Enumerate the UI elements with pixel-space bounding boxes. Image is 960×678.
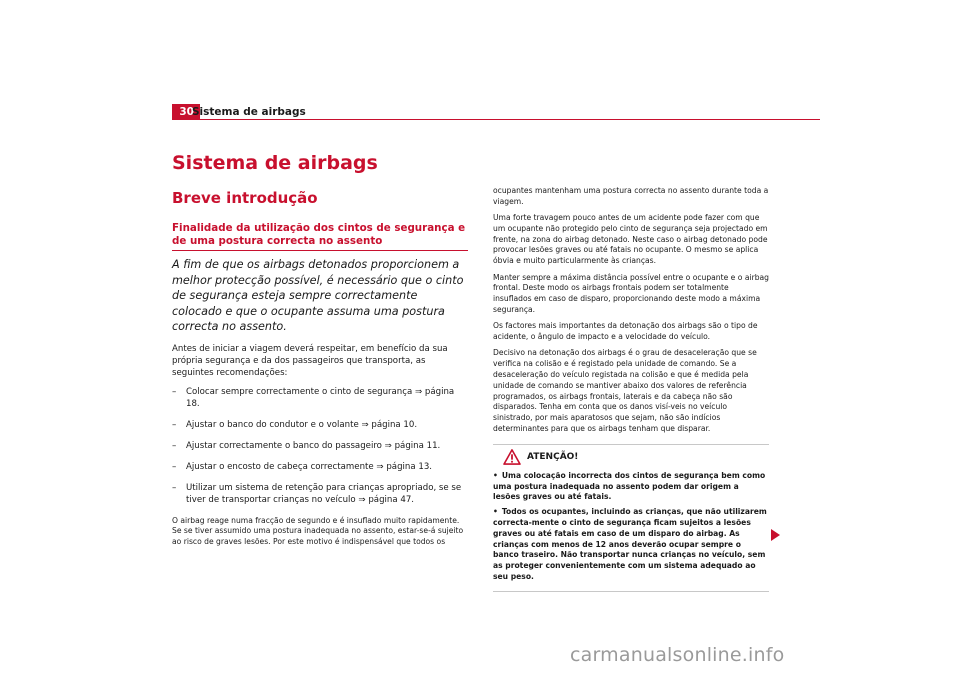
section-title: Breve introdução (172, 189, 318, 207)
header-rule (172, 119, 820, 120)
list-item-text: Utilizar um sistema de retenção para crianças apropriado, se se tiver de transportar crianças no veículo ⇒ página 47. (186, 482, 462, 505)
warning-item-text: Uma colocação incorrecta dos cintos de segurança bem como uma postura inadequada no assento podem dar origem a lesões graves ou até fatais. (493, 470, 766, 502)
left-column (172, 222, 468, 548)
list-item (172, 419, 468, 431)
body-paragraph: Os factores mais importantes da detonação dos airbags são o tipo de acidente, o ângulo de impacto e a velocidade do veículo. (493, 321, 758, 342)
list-item-text: Colocar sempre correctamente o cinto de segurança ⇒ página 18. (186, 386, 455, 409)
list-item (172, 461, 468, 473)
body-paragraph: Manter sempre a máxima distância possível entre o ocupante e o airbag frontal. Deste modo os airbags frontais podem ser totalmente insuflados em caso de disparo, proporcionando deste modo a máxima segurança. (493, 272, 770, 314)
running-header: Sistema de airbags (192, 106, 306, 118)
dash-marker: – (172, 419, 177, 430)
list-item (172, 386, 468, 410)
warning-item-text: Todos os ocupantes, incluindo as crianças, que não utilizarem correcta-mente o cinto de segurança ficam sujeitos a lesões graves ou até fatais em caso de um disparo do airbag. As crianças com menos de 12 anos deverão ocupar sempre o banco traseiro. Não transportar nunca crianças no veículo, sem as proteger convenientemente com um sistema adequado ao seu peso. (493, 507, 767, 581)
dash-marker: – (172, 440, 177, 451)
dash-marker: – (172, 386, 177, 397)
dash-marker: – (172, 482, 177, 493)
bullet-marker: • (493, 470, 498, 480)
intro-paragraph: Antes de iniciar a viagem deverá respeitar, em benefício da sua própria segurança e da dos passageiros que transporta, as seguintes recomendações: (172, 343, 448, 378)
right-column (493, 186, 769, 592)
warning-item (493, 507, 767, 583)
warning-box (493, 444, 769, 592)
warning-triangle-icon (503, 449, 521, 465)
chapter-title: Sistema de airbags (172, 152, 378, 174)
list-item-text: Ajustar correctamente o banco do passageiro ⇒ página 11. (186, 440, 441, 451)
recommendation-list (172, 386, 468, 506)
subsection-title: Finalidade da utilização dos cintos de segurança e de uma postura correcta no assento (172, 222, 468, 251)
warning-header (503, 449, 767, 465)
list-item-text: Ajustar o encosto de cabeça correctamente ⇒ página 13. (186, 461, 433, 472)
dash-marker: – (172, 461, 177, 472)
watermark: carmanualsonline.info (570, 644, 785, 666)
list-item (172, 482, 468, 506)
body-paragraph: ocupantes mantenham uma postura correcta no assento durante toda a viagem. (493, 186, 769, 206)
airbag-note: O airbag reage numa fracção de segundo e é insuflado muito rapidamente. Se se tiver assumido uma postura inadequada no assento, estar-se-á sujeito ao risco de graves lesões. Por este motivo é indispensável que todos os (172, 515, 464, 547)
list-item-text: Ajustar o banco do condutor e o volante ⇒ página 10. (186, 419, 418, 430)
body-paragraph: Decisivo na detonação dos airbags é o grau de desaceleração que se verifica na colisão e é registado pela unidade de comando. Se a desaceleração do veículo registada na colisão e que é medida pela unidade de comando se mantiver abaixo dos valores de referência programados, os airbags frontais, laterais e da cabeça não são disparados. Tenha em conta que os danos visí-veis no veículo sinistrado, por mais aparatosos que sejam, não são indícios determinantes para que os airbags tenham que disparar. (493, 348, 757, 433)
page-number: 30 (172, 104, 200, 120)
bullet-marker: • (493, 507, 498, 517)
continue-arrow-icon (771, 529, 780, 541)
warning-item (493, 471, 767, 503)
body-paragraph: Uma forte travagem pouco antes de um acidente pode fazer com que um ocupante não protegido pelo cinto de segurança seja projectado em frente, na zona do airbag detonado. Neste caso o airbag detonado pode provocar lesões graves ou até fatais no ocupante. O mesmo se aplica óbvia e muito particularmente às crianças. (493, 213, 768, 266)
lead-paragraph: A fim de que os airbags detonados proporcionem a melhor protecção possível, é necessário que o cinto de segurança esteja sempre correctamente colocado e que o ocupante assuma uma postura correcta no assento. (172, 258, 464, 333)
list-item (172, 440, 468, 452)
warning-title: ATENÇÃO! (527, 451, 579, 462)
